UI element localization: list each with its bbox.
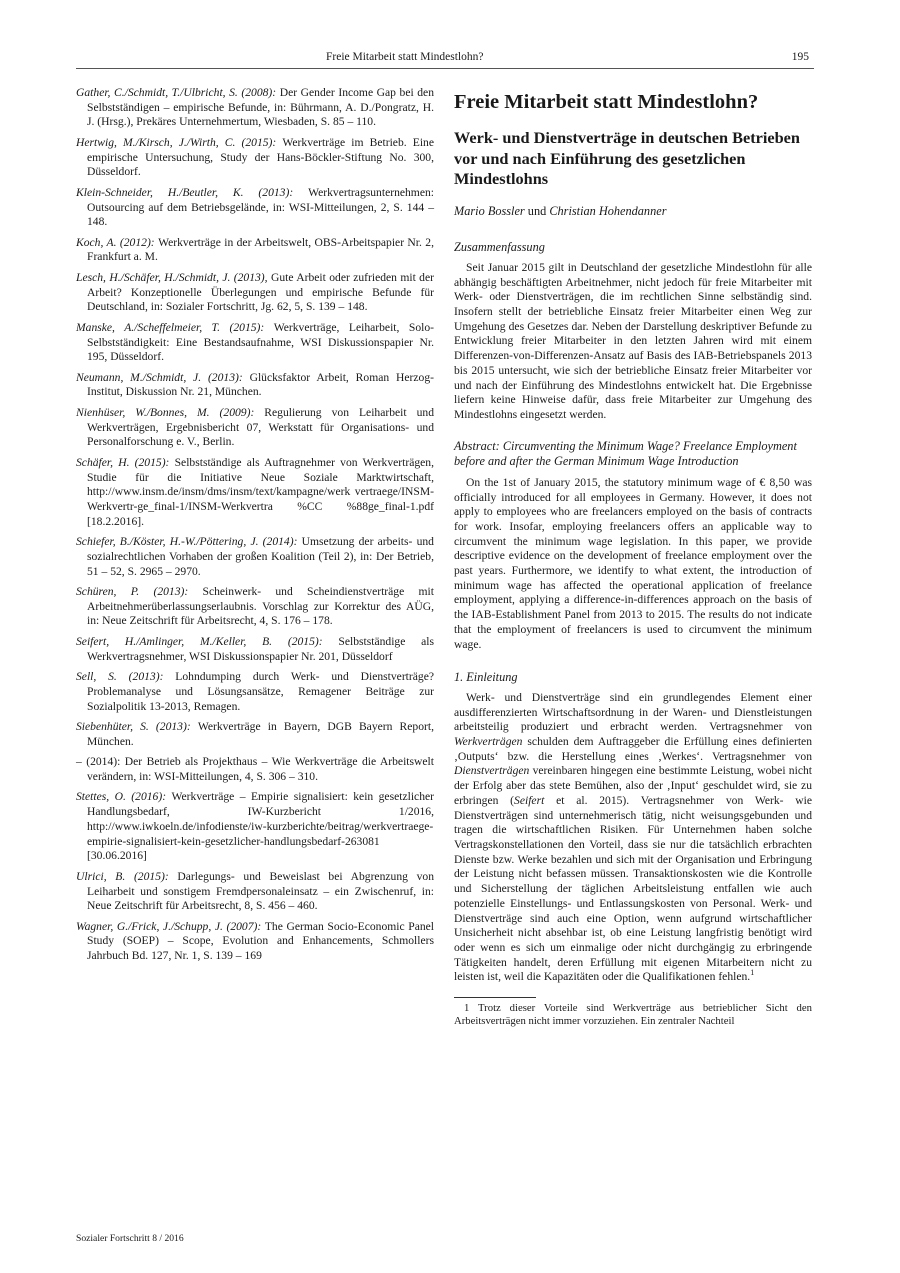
reference-authors: Seifert, H./Amlinger, M./Keller, B. (2015): bbox=[76, 634, 339, 648]
reference-authors: Schäfer, H. (2015): bbox=[76, 455, 175, 469]
reference-item bbox=[76, 86, 434, 130]
reference-authors: Manske, A./Scheffelmeier, T. (2015): bbox=[76, 320, 274, 334]
reference-item bbox=[76, 635, 434, 664]
reference-item bbox=[76, 790, 434, 864]
footnote bbox=[454, 1002, 812, 1029]
reference-text: Werkverträge in Bayern, DGB Bayern Report, München. bbox=[87, 720, 434, 748]
reference-item bbox=[76, 406, 434, 450]
reference-text: Glücksfaktor Arbeit, Roman Herzog-Institut, Diskussion Nr. 21, München. bbox=[87, 370, 434, 399]
article-column bbox=[454, 86, 812, 1029]
reference-item bbox=[76, 236, 434, 265]
reference-item bbox=[76, 870, 434, 914]
running-header bbox=[76, 48, 814, 69]
reference-authors: Lesch, H./Schäfer, H./Schmidt, J. (2013), bbox=[76, 270, 271, 284]
reference-text: Werkverträge in der Arbeitswelt, OBS-Arbeitspapier Nr. 2, Frankfurt a. M. bbox=[87, 235, 434, 264]
author-separator: und bbox=[524, 203, 550, 218]
reference-authors: Klein-Schneider, H./Beutler, K. (2013): bbox=[76, 185, 309, 199]
reference-authors: Ulrici, B. (2015): bbox=[76, 869, 178, 883]
abstract-heading: Abstract: Circumventing the Minimum Wage? Freelance Employment before and after the German Minimum Wage Introduction bbox=[454, 438, 797, 469]
reference-item bbox=[76, 371, 434, 400]
reference-authors: Neumann, M./Schmidt, J. (2013): bbox=[76, 370, 250, 384]
reference-text: Werkverträge im Betrieb. Eine empirische Untersuchung, Study der Hans-Böckler-Stiftung No. 300, Düsseldorf. bbox=[87, 135, 434, 179]
reference-authors: Wagner, G./Frick, J./Schupp, J. (2007): bbox=[76, 919, 265, 933]
reference-text: Umsetzung der arbeits- und sozialrechtlichen Vorhaben der großen Koalition (Teil 2), in: Der Betrieb, 51 – 52, S. 2965 – 2970. bbox=[87, 535, 434, 578]
reference-text: Werkverträge, Leiharbeit, Solo-Selbstständigkeit: Eine Bestandsaufnahme, WSI Diskussionspapier Nr. 195, Düsseldorf. bbox=[87, 320, 434, 364]
page-number: 195 bbox=[791, 51, 809, 63]
reference-text: – (2014): Der Betrieb als Projekthaus – Wie Werkverträge die Arbeitswelt verändern, in: WSI-Mitteilungen, 4, S. 306 – 310. bbox=[76, 755, 434, 783]
reference-authors: Schiefer, B./Köster, H.-W./Pöttering, J. (2014): bbox=[76, 535, 302, 549]
reference-text: Werkverträge – Empirie signalisiert: kein gesetzlicher Handlungsbedarf, IW-Kurzbericht 1/2016, http://www.iwkoeln.de/infodienste/iw-kurzberichte/beitrag/werkvertraege-empirie-signalisiert-kein-gesetzlicher-handlungsbedarf-263081 [30.06.2016] bbox=[87, 790, 434, 863]
reference-item bbox=[76, 920, 434, 964]
intro-emphasis: Dienstverträgen bbox=[454, 764, 530, 778]
reference-authors: Gather, C./Schmidt, T./Ulbricht, S. (2008): bbox=[76, 86, 280, 99]
reference-text: Selbstständige als Werkvertragsnehmer, WSI Diskussionspapier Nr. 201, Düsseldorf bbox=[87, 634, 435, 663]
intro-text-segment: vereinbaren hingegen eine bestimmte Leistung, wobei nicht der Erfolg aber das stete Bemühen, also der ‚Input‘ geschuldet wird, sie zu erbringen ( bbox=[454, 764, 812, 807]
reference-item bbox=[76, 271, 434, 315]
footnote-text: Trotz dieser Vorteile sind Werkverträge aus betrieblicher Sicht den Arbeitsverträgen nicht immer vorzuziehen. Ein zentraler Nachteil bbox=[454, 1002, 812, 1028]
intro-text-segment: schulden dem Auftraggeber die Erfüllung eines definierten ‚Outputs‘ bzw. die Herstellung eines ‚Werkes‘. Vertragsnehmer von bbox=[454, 735, 812, 763]
reference-text: The German Socio-Economic Panel Study (SOEP) – Scope, Evolution and Enhancements, Schmollers Jahrbuch Bd. 127, Nr. 1, S. 139 – 169 bbox=[87, 919, 434, 963]
reference-item bbox=[76, 585, 434, 629]
reference-text: Der Gender Income Gap bei den Selbstständigen – empirische Befunde, in: Bührmann, A. D./Pongratz, H. J. (Hrsg.), Prekäres Unternehmertum, Wiesbaden, S. 85 – 110. bbox=[87, 86, 434, 129]
reference-item bbox=[76, 186, 434, 230]
article-title: Freie Mitarbeit statt Mindestlohn? bbox=[454, 91, 759, 113]
section-heading-einleitung: 1. Einleitung bbox=[454, 670, 518, 685]
author-name: Mario Bossler bbox=[454, 203, 525, 218]
reference-text: Werkvertragsunternehmen: Outsourcing auf dem Betriebsgelände, in: WSI-Mitteilungen, 2, S. 144 – 148. bbox=[87, 185, 434, 229]
reference-item bbox=[76, 456, 434, 530]
reference-item bbox=[76, 321, 434, 365]
reference-text: Selbstständige als Auftragnehmer von Werkverträgen, Studie für die Initiative Neue Soziale Marktwirtschaft, http://www.insm.de/insm/dms/insm/text/kampagne/werk vertraege/INSM-Werkvertr-ge_final-1/INSM-Werkvertra %CC %88ge_final-1.pdf [18.2.2016]. bbox=[87, 455, 434, 528]
reference-authors: Schüren, P. (2013): bbox=[76, 585, 203, 599]
reference-authors: Sell, S. (2013): bbox=[76, 670, 176, 684]
article-subtitle: Werk- und Dienstverträge in deutschen Betrieben vor und nach Einführung des gesetzlichen Mindestlohns bbox=[454, 128, 800, 188]
references-column bbox=[76, 86, 434, 970]
abstract-text: On the 1st of January 2015, the statutory minimum wage of € 8,50 was officially introduced for all employees in Germany. However, it does not apply to employees who are freelancers employed on the basis of contracts for work. Insofar, employing freelancers offers an applicable way to circumvent the minimum wage legislation. In this paper, we provide descriptive evidence on the development of freelance employment over the past years. Furthermore, we identify to what extent, the introduction of minimum wage has affected the operational application of freelance employment, applying a difference-in-differences approach on the basis of the IAB-Establishment Panel from 2013 to 2015. The results do not indicate that the employment of freelancers is used to circumvent the minimum wage. bbox=[454, 475, 812, 651]
reference-item bbox=[76, 136, 434, 180]
footnote-number: 1 bbox=[464, 1002, 470, 1015]
footnote-reference: 1 bbox=[750, 968, 755, 978]
reference-authors: Siebenhüter, S. (2013): bbox=[76, 720, 198, 734]
reference-item bbox=[76, 755, 434, 784]
reference-text: Gute Arbeit oder zufrieden mit der Arbeit? Konzeptionelle Überlegungen und empirische Befunde für Deutschland, in: Sozialer Fortschritt, Jg. 62, 5, S. 139 – 148. bbox=[87, 270, 434, 314]
reference-text: Lohndumping durch Werk- und Dienstverträge? Problemanalyse und Lösungsansätze, Remagener Beiträge zur Sozialpolitik 13-2013, Remagen. bbox=[87, 670, 434, 713]
reference-authors: Nienhüser, W./Bonnes, M. (2009): bbox=[76, 405, 265, 419]
running-title: Freie Mitarbeit statt Mindestlohn? bbox=[326, 51, 484, 63]
reference-text: Darlegungs- und Beweislast bei Abgrenzung von Leiharbeit und sonstigem Fremdpersonaleinsatz – ein Zwischenruf, in: Neue Zeitschrift für Arbeitsrecht, 8, S. 456 – 460. bbox=[87, 869, 434, 913]
intro-emphasis: Seifert bbox=[514, 793, 545, 807]
footnote-divider bbox=[454, 997, 536, 998]
reference-item bbox=[76, 670, 434, 714]
intro-text-segment: et al. 2015). Vertragsnehmer von Werk- wie Dienstverträgen sind unternehmerisch tätig, nicht weisungsgebunden und tragen die wirtschaftlichen Risiken. Für Unternehmen haben solche Vertragskonstellationen den Vorteil, dass sie nur die tatsächlich erbrachten Dienste bzw. Werke bezahlen und sich mit der Organisation und Erbringung der Leistung nicht befassen müssen. Transaktionskosten wie die Kontrolle und Sicherstellung der täglichen Arbeitsleistung entfallen wie auch potenzielle Einstellungs- und Entlassungskosten von Personal. Werk- und Dienstverträge sind auch eine Option, wenn aufgrund wirtschaftlicher Unsicherheit nicht absehbar ist, ob eine Leistung langfristig benötigt wird oder wenn es sich um einmalige oder nicht durchgängig zu erbringende Tätigkeiten handelt, deren Erfüllung mit eigenen Mitarbeitern nicht zu leisten ist, weil die Kapazitäten oder die Qualifikationen fehlen. bbox=[454, 793, 812, 984]
reference-item bbox=[76, 535, 434, 579]
zusammenfassung-text: Seit Januar 2015 gilt in Deutschland der gesetzliche Mindestlohn für alle abhängig beschäftigten Arbeitnehmer, nicht jedoch für freie Mitarbeiter mit Werk- oder Dienstverträgen, die im rechtlichen Sinne selbständig sind. Insofern stellt der betriebliche Einsatz freier Mitarbeiter einen Weg zur Umgehung des Gesetzes dar. Neben der Darstellung deskriptiver Befunde zu Entwicklung freier Mitarbeiter in den letzten Jahren wird mit einem Differenzen-von-Differenzen-Ansatz auf Basis des IAB-Betriebspanels 2013 bis 2015 untersucht, wie sich der betriebliche Einsatz freier Mitarbeiter vor und nach der Einführung des Mindestlohns entwickelt hat. Die Ergebnisse liefern keine Hinweise dafür, dass freie Mitarbeiter zur Umgehung des Mindestlohns eingesetzt werden. bbox=[454, 260, 812, 421]
reference-authors: Koch, A. (2012): bbox=[76, 235, 159, 249]
intro-text-segment: Werk- und Dienstverträge sind ein grundlegendes Element einer ausdifferenzierten Wirtschaftsordnung in der Waren- und Dienstleistungen arbeitsteilig produziert und erbracht werden. Vertragsnehmer von bbox=[454, 690, 812, 734]
journal-footer: Sozialer Fortschritt 8 / 2016 bbox=[76, 1233, 184, 1244]
intro-paragraph bbox=[454, 691, 812, 985]
author-name: Christian Hohendanner bbox=[549, 203, 667, 218]
reference-authors: Stettes, O. (2016): bbox=[76, 790, 172, 804]
reference-text: Scheinwerk- und Scheindienstverträge mit Arbeitnehmerüberlassungserlaubnis. Vorschlag zur Korrektur des AÜG, in: Neue Zeitschrift für Arbeitsrecht, 4, S. 176 – 178. bbox=[87, 585, 434, 628]
intro-emphasis: Werkverträgen bbox=[454, 735, 523, 749]
reference-authors: Hertwig, M./Kirsch, J./Wirth, C. (2015): bbox=[76, 135, 283, 149]
zusammenfassung-heading: Zusammenfassung bbox=[454, 240, 545, 255]
reference-text: Regulierung von Leiharbeit und Werkverträgen, Ergebnisbericht 07, Werkstatt für Organisations- und Personalforschung e. V., Berlin. bbox=[87, 405, 434, 449]
reference-item bbox=[76, 720, 434, 749]
author-line bbox=[454, 204, 812, 219]
